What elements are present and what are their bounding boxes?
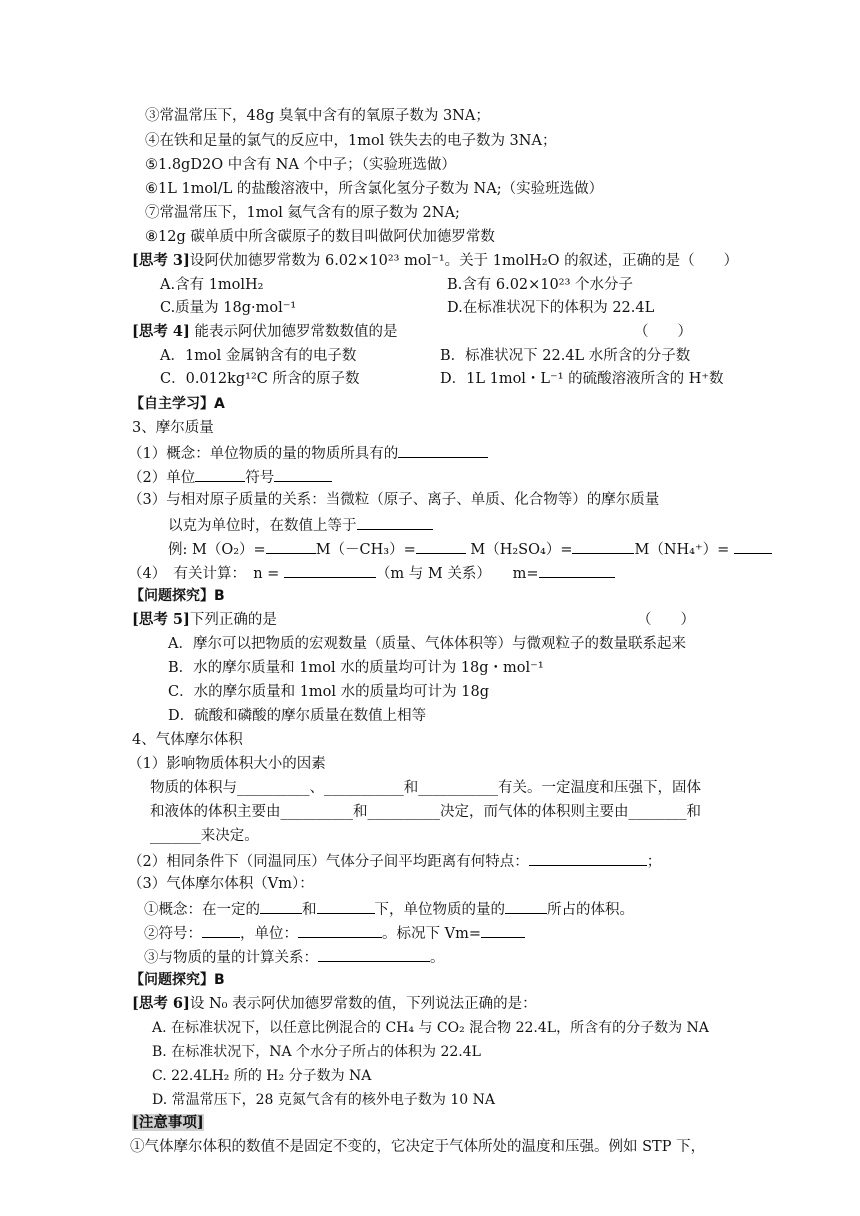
gas-volume-relation: ③与物质的量的计算关系： 。 — [144, 946, 445, 968]
blank — [298, 922, 382, 938]
blank — [318, 946, 430, 962]
molar-mass-line-3: （3）与相对原子质量的关系：当微粒（原子、离子、单质、化合物等）的摩尔质量 — [128, 492, 660, 508]
molar-mass-example: 例: M（O₂）= M（－CH₃）= M（H₂SO₄）= M（NH₄⁺）= — [168, 538, 772, 560]
question-6-option-b: B. 在标准状况下，NA 个水分子所占的体积为 22.4L — [152, 1044, 481, 1060]
blank — [572, 538, 634, 554]
blank — [734, 538, 772, 554]
blank — [284, 562, 376, 578]
gas-volume-line-6: （3）气体摩尔体积（Vm）： — [128, 876, 314, 892]
question-6-option-a: A. 在标准状况下，以任意比例混合的 CH₄ 与 CO₂ 混合物 22.4L，所含有的分子数为 NA — [152, 1020, 709, 1036]
blank — [398, 442, 488, 458]
question-4 — [132, 322, 397, 344]
question-5-label: [思考 5] — [132, 611, 190, 628]
molar-mass-line-4: 以克为单位时，在数值上等于 — [168, 514, 433, 536]
blank — [357, 514, 433, 530]
molar-mass-heading: 3、摩尔质量 — [132, 420, 214, 436]
gas-volume-concept: ①概念：在一定的 和 下，单位物质的量的 所占的体积。 — [144, 898, 634, 920]
question-6-option-d: D. 常温常压下，28 克氮气含有的核外电子数为 10 NA — [152, 1092, 495, 1108]
question-5-option-d: D．硫酸和磷酸的摩尔质量在数值上相等 — [168, 708, 427, 724]
question-5-option-a: A．摩尔可以把物质的宏观数量（质量、气体体积等）与微观粒子的数量联系起来 — [168, 636, 686, 652]
molar-mass-line-1: （1）概念：单位物质的量的物质所具有的 — [128, 442, 488, 464]
section-explore-2: 【问题探究】B — [130, 972, 225, 988]
question-4-label: [思考 4] — [132, 323, 190, 340]
blank — [195, 466, 245, 482]
question-4-option-b: B．标准状况下 22.4L 水所含的分子数 — [440, 348, 691, 364]
blank — [539, 562, 615, 578]
item-8: ⑧12g 碳单质中所含碳原子的数目叫做阿伏加德罗常数 — [145, 229, 495, 245]
question-4-option-a: A．1mol 金属钠含有的电子数 — [160, 348, 357, 364]
item-7: ⑦常温常压下，1mol 氦气含有的原子数为 2NA; — [145, 205, 460, 221]
question-3-option-d: D.在标准状况下的体积为 22.4L — [447, 300, 655, 316]
question-6-label: [思考 6] — [132, 995, 190, 1012]
gas-volume-symbol: ②符号： ，单位： 。标况下 Vm= — [144, 922, 525, 944]
item-3: ③常温常压下，48g 臭氧中含有的氧原子数为 3NA； — [145, 108, 490, 124]
gas-volume-line-4: _______来决定。 — [150, 828, 259, 844]
notes-line-1: ①气体摩尔体积的数值不是固定不变的，它决定于气体所处的温度和压强。例如 STP 下， — [130, 1139, 706, 1155]
notes-heading: [注意事项] — [132, 1114, 204, 1131]
item-5: ⑤1.8gD2O 中含有 NA 个中子；（实验班选做） — [145, 157, 456, 173]
blank — [529, 850, 647, 866]
question-3-option-a: A.含有 1molH₂ — [160, 277, 264, 293]
gas-volume-heading: 4、气体摩尔体积 — [132, 732, 243, 748]
question-5-option-b: B．水的摩尔质量和 1mol 水的质量均可计为 18g・mol⁻¹ — [168, 660, 544, 676]
gas-volume-line-1: （1）影响物质体积大小的因素 — [128, 756, 326, 772]
blank — [274, 466, 332, 482]
section-self-study: 【自主学习】A — [130, 396, 225, 412]
question-3-option-c: C.质量为 18g·mol⁻¹ — [160, 300, 297, 316]
gas-volume-line-3: 和液体的体积主要由__________和__________决定，而气体的体积则主要由________和 — [150, 804, 701, 820]
gas-volume-line-5: （2）相同条件下（同温同压）气体分子间平均距离有何特点： ； — [128, 850, 661, 872]
question-3-label: [思考 3] — [132, 252, 190, 269]
molar-mass-line-2: （2）单位 符号 — [128, 466, 332, 488]
blank — [317, 898, 375, 914]
gas-volume-line-2: 物质的体积与__________、___________和___________有关。一定温度和压强下，固体 — [150, 780, 701, 796]
question-5-option-c: C．水的摩尔质量和 1mol 水的质量均可计为 18g — [168, 684, 489, 700]
blank — [481, 922, 525, 938]
question-6-text: 设 N₀ 表示阿伏加德罗常数的值，下列说法正确的是： — [189, 996, 537, 1012]
question-6 — [132, 994, 537, 1016]
question-5 — [132, 610, 277, 632]
question-3-text: 设阿伏加德罗常数为 6.02×10²³ mol⁻¹。关于 1molH₂O 的叙述，正确的是（ ） — [189, 253, 739, 269]
item-6: ⑥1L 1mol/L 的盐酸溶液中，所含氯化氢分子数为 NA;（实验班选做） — [145, 181, 604, 197]
molar-mass-calc: （4） 有关计算： n = （m 与 M 关系） m= — [128, 562, 615, 584]
blank — [260, 898, 302, 914]
blank — [202, 922, 240, 938]
question-4-option-d: D．1L 1mol・L⁻¹ 的硫酸溶液所含的 H⁺数 — [440, 371, 724, 387]
blank — [266, 538, 316, 554]
question-4-option-c: C．0.012kg¹²C 所含的原子数 — [160, 371, 360, 387]
question-5-text: 下列正确的是 — [189, 612, 277, 628]
question-5-paren: （ ） — [637, 612, 695, 628]
question-6-option-c: C. 22.4LH₂ 所的 H₂ 分子数为 NA — [152, 1068, 372, 1084]
question-3 — [132, 251, 738, 273]
question-4-text: 能表示阿伏加德罗常数数值的是 — [194, 324, 398, 340]
blank — [505, 898, 547, 914]
section-explore-1: 【问题探究】B — [130, 588, 225, 604]
item-4: ④在铁和足量的氯气的反应中，1mol 铁失去的电子数为 3NA； — [145, 133, 557, 149]
question-3-option-b: B.含有 6.02×10²³ 个水分子 — [447, 277, 633, 293]
question-4-paren: （ ） — [634, 324, 692, 340]
blank — [416, 538, 466, 554]
